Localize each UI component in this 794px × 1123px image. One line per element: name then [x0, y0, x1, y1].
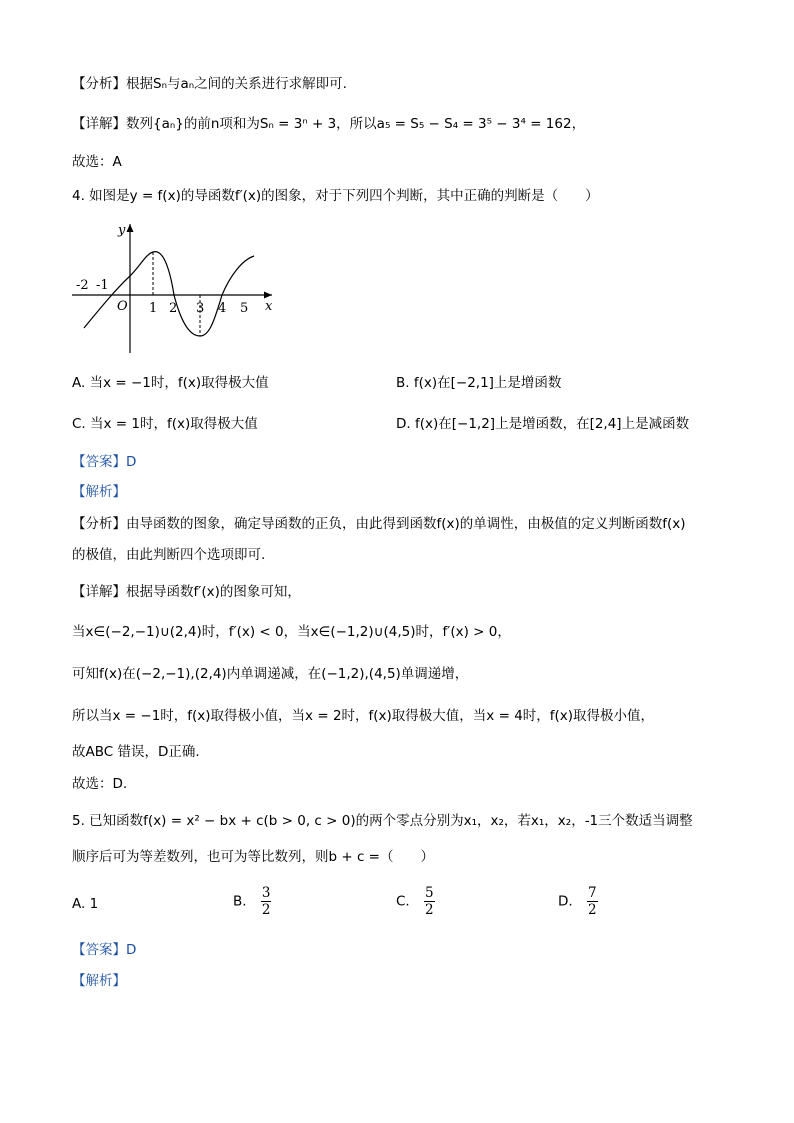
q4-detail-2: 当x∈(−2,−1)∪(2,4)时，f′(x) < 0，当x∈(−1,2)∪(4,5)时，f′(x) > 0， — [72, 624, 511, 640]
tick-label-neg2: -2 — [76, 278, 89, 293]
tick-label-5: 5 — [240, 301, 249, 316]
q5-option-c-denominator: 2 — [425, 902, 434, 918]
y-axis-arrow — [127, 224, 134, 232]
tick-label-2: 2 — [169, 301, 178, 316]
q4-option-b: B. f(x)在[−2,1]上是增函数 — [396, 375, 562, 391]
derivative-curve — [84, 252, 254, 336]
q4-detail-1: 【详解】根据导函数f′(x)的图象可知， — [72, 584, 301, 600]
q5-option-c — [396, 885, 435, 918]
tick-label-4: 4 — [218, 301, 227, 316]
q5-option-c-fraction — [424, 885, 435, 918]
q4-detail-3: 可知f(x)在(−2,−1),(2,4)内单调递减，在(−1,2),(4,5)单调递增， — [72, 666, 469, 682]
q5-option-a: A. 1 — [72, 896, 99, 912]
q3-choose: 故选：A — [72, 154, 122, 170]
q4-jiexi: 【解析】 — [72, 484, 126, 500]
q4-stem: 4. 如图是y = f(x)的导函数f′(x)的图象，对于下列四个判断，其中正确的判断是（ ） — [72, 188, 599, 204]
q5-option-c-numerator: 5 — [425, 885, 434, 901]
q5-stem-2: 顺序后可为等差数列，也可为等比数列，则b + c =（ ） — [72, 849, 434, 865]
y-axis-label: y — [118, 223, 126, 238]
q5-option-b-numerator: 3 — [261, 885, 271, 901]
q5-jiexi: 【解析】 — [72, 973, 126, 989]
q4-detail-5: 故ABC 错误，D正确. — [72, 744, 200, 760]
q4-detail-4: 所以当x = −1时，f(x)取得极小值，当x = 2时，f(x)取得极大值，当x = 4时，f(x)取得极小值， — [72, 708, 655, 724]
q5-option-b — [233, 885, 271, 918]
q5-stem-1: 5. 已知函数f(x) = x² − bx + c(b > 0, c > 0)的两个零点分别为x₁，x₂，若x₁，x₂，-1三个数适当调整 — [72, 813, 693, 829]
derivative-graph — [72, 218, 282, 358]
q5-option-b-label: B. — [233, 893, 247, 910]
q5-option-d-denominator: 2 — [587, 902, 597, 918]
q5-option-d-numerator: 7 — [587, 885, 597, 901]
q4-option-a: A. 当x = −1时，f(x)取得极大值 — [72, 375, 269, 391]
q5-answer: 【答案】D — [72, 942, 137, 958]
q5-option-d-label: D. — [558, 893, 573, 910]
q4-choose: 故选：D. — [72, 776, 128, 792]
q4-analysis-2: 的极值，由此判断四个选项即可. — [72, 547, 266, 563]
q5-option-b-denominator: 2 — [261, 902, 271, 918]
tick-label-3: 3 — [196, 301, 205, 316]
x-axis-arrow — [264, 292, 272, 299]
q4-answer: 【答案】D — [72, 454, 137, 470]
q5-option-d-fraction — [587, 885, 598, 918]
q3-analysis: 【分析】根据Sₙ与aₙ之间的关系进行求解即可. — [72, 76, 347, 92]
q3-detail: 【详解】数列{aₙ}的前n项和为Sₙ = 3ⁿ + 3，所以a₅ = S₅ − S₄ = 3⁵ − 3⁴ = 162， — [72, 116, 586, 132]
x-axis-label: x — [265, 299, 273, 314]
q4-option-c: C. 当x = 1时，f(x)取得极大值 — [72, 416, 258, 432]
tick-label-neg1: -1 — [96, 278, 109, 293]
tick-label-1: 1 — [149, 301, 158, 316]
q4-option-d: D. f(x)在[−1,2]上是增函数，在[2,4]上是减函数 — [396, 416, 690, 432]
q5-option-d — [558, 885, 598, 918]
q5-option-b-fraction — [261, 885, 272, 918]
q5-option-c-label: C. — [396, 893, 410, 910]
q4-analysis-1: 【分析】由导函数的图象，确定导函数的正负，由此得到函数f(x)的单调性，由极值的定义判断函数f(x) — [72, 516, 686, 532]
origin-label: O — [117, 299, 128, 314]
